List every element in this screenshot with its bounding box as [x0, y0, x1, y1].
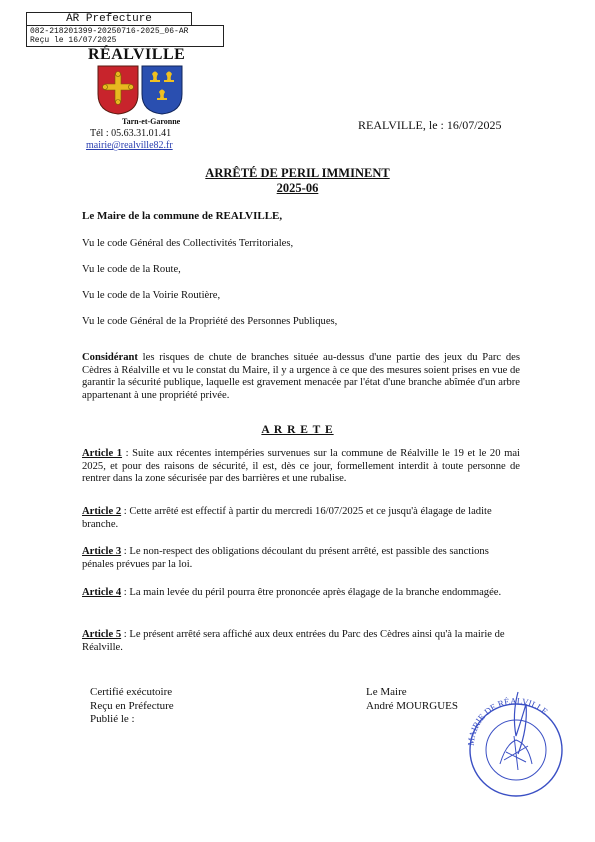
- stamp-box: [26, 25, 224, 47]
- article-2-label: Article 2: [82, 506, 122, 517]
- published-line: Publié le :: [90, 713, 135, 725]
- intro-line: Le Maire de la commune de REALVILLE,: [82, 210, 283, 222]
- mayor-name: André MOURGUES: [366, 699, 458, 712]
- stamp-title: AR Prefecture: [26, 12, 192, 25]
- considering-text: les risques de chute de branches située au-dessus d'une partie des jeux du Parc des Cèdres à Réalville et vu le constat du Maire, il y a urgence à ce que des mesures soient prises en vue de garantir la sécurité publique, laquelle est gravement menacée par l'état d'une branche abîmée d'un arbre appartenant à une propriété privée.: [82, 352, 520, 401]
- article-5-text: : Le présent arrêté sera affiché aux deux entrées du Parc des Cèdres ainsi qu'à la mairie de Réalville.: [82, 629, 505, 653]
- considering-label: Considérant: [82, 352, 138, 363]
- vu-line-2: Vu le code de la Route,: [82, 264, 181, 275]
- stamp-received-date: Reçu le 16/07/2025: [30, 36, 117, 45]
- certified-line: Certifié exécutoire: [90, 686, 173, 698]
- prefecture-stamp: [26, 12, 226, 47]
- mayor-block: [366, 686, 458, 713]
- article-5: [82, 629, 520, 654]
- vu-line-4: Vu le code Général de la Propriété des Personnes Publiques,: [82, 316, 338, 327]
- article-4-text: : La main levée du péril pourra être prononcée après élagage de la branche endommagée.: [121, 587, 502, 598]
- article-2: [82, 506, 520, 531]
- town-name: RÉALVILLE: [88, 46, 186, 63]
- article-1-text: : Suite aux récentes intempéries survenues sur la commune de Réalville le 19 et le 20 mai 2025, et pour des raisons de sécurité, il est, dès ce jour, formellement interdit à toute personne de rentrer dans la zone sécurisée par des barrières et une rubalise.: [82, 448, 520, 485]
- date-line: REALVILLE, le : 16/07/2025: [358, 118, 502, 132]
- mairie-seal-icon: [456, 684, 576, 804]
- mayor-title: Le Maire: [366, 686, 407, 698]
- email-link[interactable]: mairie@realville82.fr: [86, 140, 173, 151]
- article-3-label: Article 3: [82, 546, 122, 557]
- vu-line-3: Vu le code de la Voirie Routière,: [82, 290, 221, 301]
- department-name: Tarn-et-Garonne: [122, 117, 181, 126]
- coat-of-arms-icon: [94, 64, 186, 116]
- article-2-text: : Cette arrêté est effectif à partir du mercredi 16/07/2025 et ce jusqu'à élagage de ladite branche.: [82, 506, 492, 530]
- considering-paragraph: [82, 352, 520, 402]
- article-1-label: Article 1: [82, 448, 123, 459]
- article-4-label: Article 4: [82, 587, 122, 598]
- seal-text: MAIRIE DE RÉALVILLE: [465, 695, 550, 747]
- article-1: [82, 448, 520, 486]
- document-title: ARRÊTÉ DE PERIL IMMINENT: [205, 166, 390, 180]
- document-number: 2025-06: [276, 181, 319, 195]
- vu-line-1: Vu le code Général des Collectivités Territoriales,: [82, 238, 294, 249]
- phone-number: Tél : 05.63.31.01.41: [90, 128, 172, 139]
- section-heading: A R R E T E: [261, 424, 334, 436]
- article-4: [82, 587, 520, 600]
- certification-block: [90, 686, 174, 727]
- article-3: [82, 546, 520, 571]
- received-line: Reçu en Préfecture: [90, 699, 174, 712]
- stamp-reference: 082-218201399-20250716-2025_06-AR: [30, 27, 189, 36]
- article-5-label: Article 5: [82, 629, 122, 640]
- article-3-text: : Le non-respect des obligations découlant du présent arrêté, est passible des sanctions pénales prévues par la loi.: [82, 546, 489, 570]
